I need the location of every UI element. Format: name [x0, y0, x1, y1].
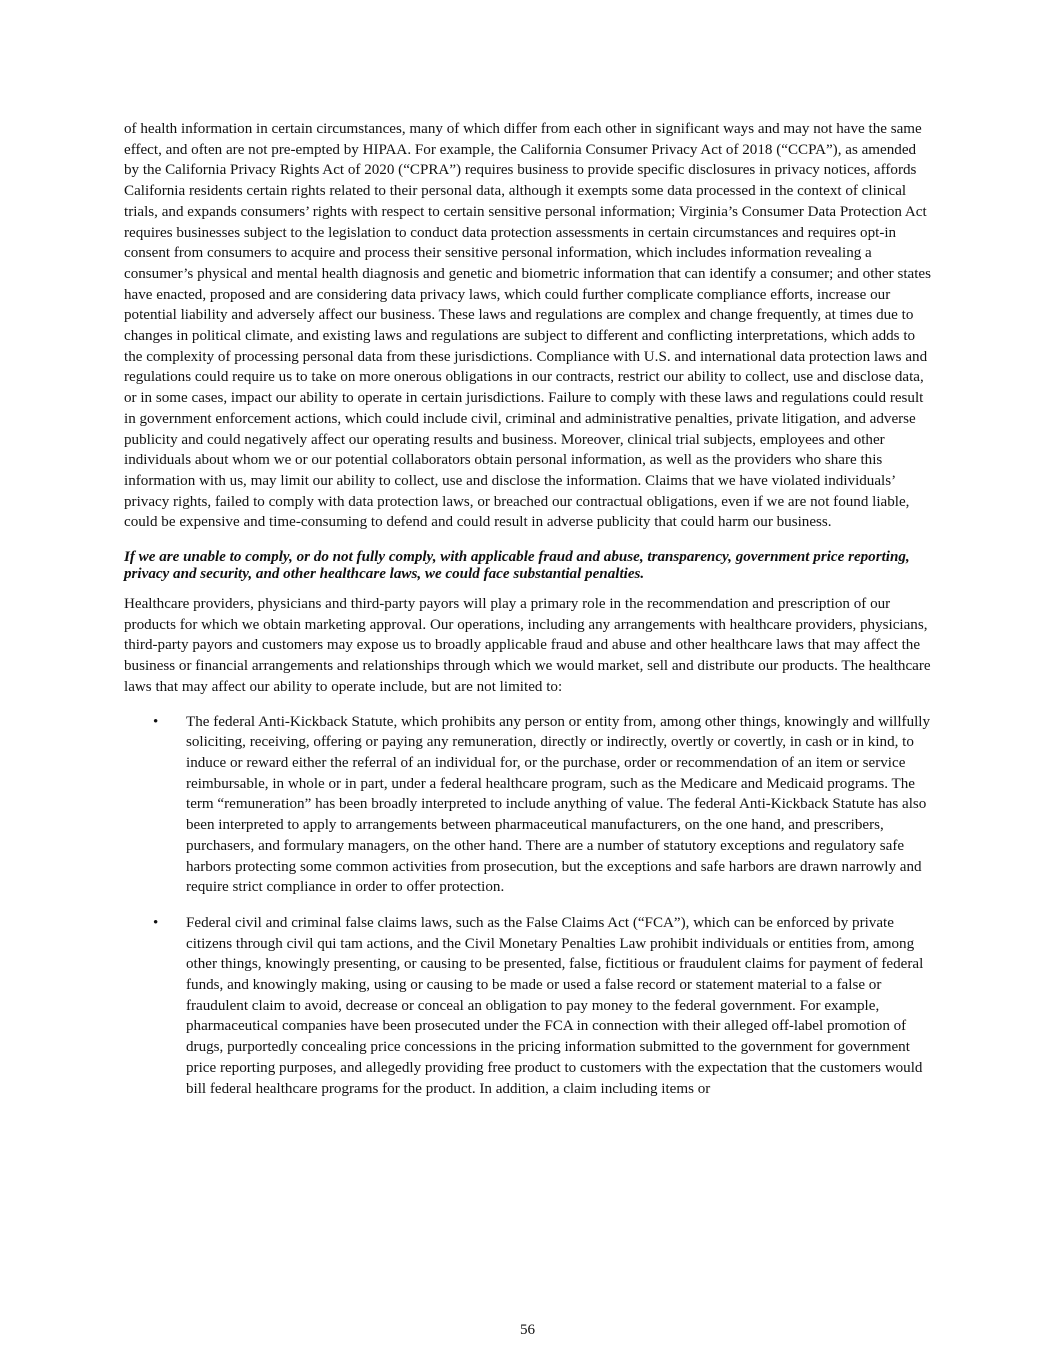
body-paragraph-privacy-laws: of health information in certain circumstances, many of which differ from each other in significant ways and may not have the same effect, and often are not pre-empted by HIPAA. For example, the California Consumer Privacy Act of 2018 (“CCPA”), as amended by the California Privacy Rights Act of 2020 (“CPRA”) requires business to provide specific disclosures in privacy notices, affords California residents certain rights related to their personal data, although it exempts some data processed in the context of clinical trials, and expands consumers’ rights with respect to certain sensitive personal information; Virginia’s Consumer Data Protection Act requires businesses subject to the legislation to conduct data protection assessments in certain circumstances and requires opt-in consent from consumers to acquire and process their sensitive personal information, which includes information revealing a consumer’s physical and mental health diagnosis and genetic and biometric information that can identify a consumer; and other states have enacted, proposed and are considering data privacy laws, which could further complicate compliance efforts, increase our potential liability and adversely affect our business. These laws and regulations are complex and change frequently, at times due to changes in political climate, and existing laws and regulations are subject to different and conflicting interpretations, which adds to the complexity of processing personal data from these jurisdictions. Compliance with U.S. and international data protection laws and regulations could require us to take on more onerous obligations in our contracts, restrict our ability to collect, use and disclose data, or in some cases, impact our ability to operate in certain jurisdictions. Failure to comply with these laws and regulations could result in government enforcement actions, which could include civil, criminal and administrative penalties, private litigation, and adverse publicity and could negatively affect our operating results and business. Moreover, clinical trial subjects, employees and other individuals about whom we or our potential collaborators obtain personal information, as well as the providers who share this information with us, may limit our ability to collect, use and disclose the information. Claims that we have violated individuals’ privacy rights, failed to comply with data protection laws, or breached our contractual obligations, even if we are not found liable, could be expensive and time-consuming to defend and could result in adverse publicity that could harm our business.: [124, 121, 931, 531]
list-item: [124, 712, 932, 898]
bullet-icon: •: [153, 713, 159, 730]
body-paragraph-healthcare-laws: Healthcare providers, physicians and third-party payors will play a primary role in the recommendation and prescription of our products for which we obtain marketing approval. Our operations, including any arrangements with healthcare providers, physicians, third-party payors and customers may expose us to broadly applicable fraud and abuse and other healthcare laws that may affect the business or financial arrangements and relationships through which we would market, sell and distribute our products. The healthcare laws that may affect our ability to operate include, but are not limited to:: [124, 596, 931, 695]
healthcare-laws-list: [124, 712, 932, 1100]
page-number: 56: [519, 1322, 536, 1338]
bullet-icon: •: [153, 914, 159, 931]
document-page: [124, 119, 932, 1114]
list-item-text-false-claims: Federal civil and criminal false claims laws, such as the False Claims Act (“FCA”), which can be enforced by private citizens through civil qui tam actions, and the Civil Monetary Penalties Law prohibit individuals or entities from, among other things, knowingly presenting, or causing to be presented, false, fictitious or fraudulent claims for payment of federal funds, and knowingly making, using or causing to be made or used a false record or statement material to a false or fraudulent claim to avoid, decrease or conceal an obligation to pay money to the federal government. For example, pharmaceutical companies have been prosecuted under the FCA in connection with their alleged off-label promotion of drugs, purportedly concealing price concessions in the pricing information submitted to the government for government price reporting purposes, and allegedly providing free product to customers with the expectation that the customers would bill federal healthcare programs for the product. In addition, a claim including items or: [186, 914, 924, 1097]
risk-factor-heading: If we are unable to comply, or do not fully comply, with applicable fraud and abuse, transparency, government price reporting, privacy and security, and other healthcare laws, we could face substantial penalties.: [124, 549, 910, 583]
list-item-text-anti-kickback: The federal Anti-Kickback Statute, which prohibits any person or entity from, among other things, knowingly and willfully soliciting, receiving, offering or paying any remuneration, directly or indirectly, overtly or covertly, in cash or in kind, to induce or reward either the referral of an individual for, or the purchase, order or recommendation of an item or service reimbursable, in whole or in part, under a federal healthcare program, such as the Medicare and Medicaid programs. The term “remuneration” has been broadly interpreted to include anything of value. The federal Anti-Kickback Statute has also been interpreted to apply to arrangements between pharmaceutical manufacturers, on the one hand, and prescribers, purchasers, and formulary managers, on the other hand. There are a number of statutory exceptions and regulatory safe harbors protecting some common activities from prosecution, but the exceptions and safe harbors are drawn narrowly and require strict compliance in order to offer protection.: [186, 713, 931, 896]
list-item: [124, 913, 932, 1099]
